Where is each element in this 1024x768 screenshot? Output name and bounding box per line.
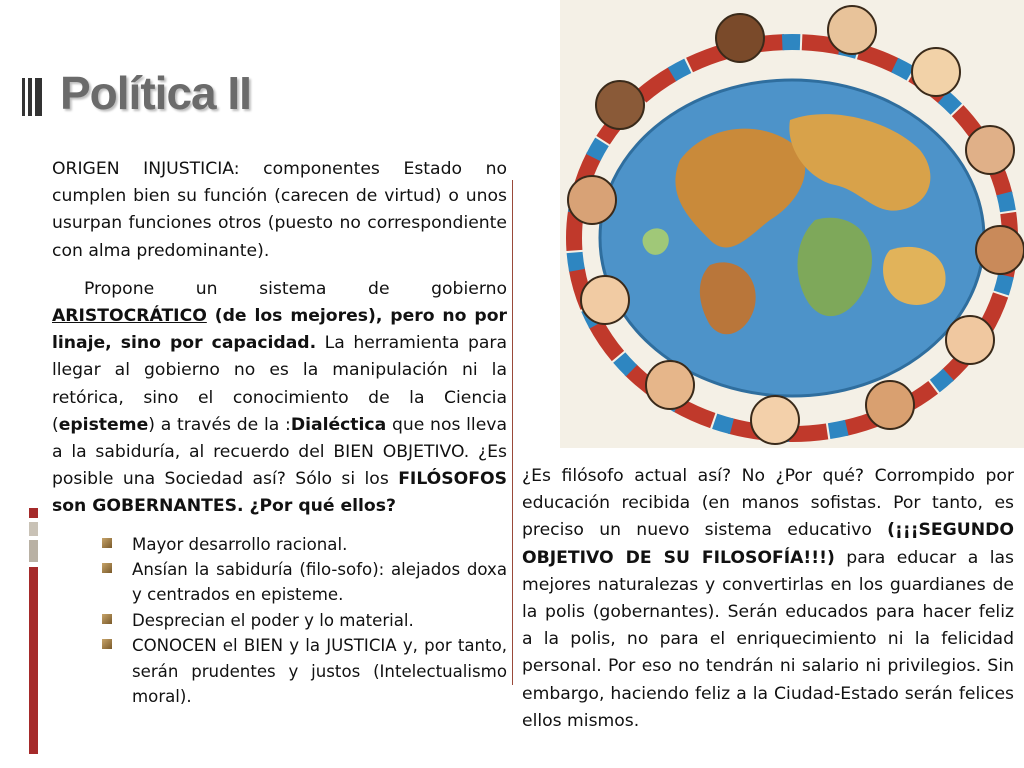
illustration-svg	[560, 0, 1024, 448]
bullet-icon	[102, 563, 112, 573]
bullet-icon	[102, 614, 112, 624]
list-item	[80, 532, 507, 557]
paragraph-origen-injusticia: ORIGEN INJUSTICIA: componentes Estado no cumplen bien su función (carecen de virtud) o unos usurpan funciones otros (puesto no correspondiente con alma predominante).	[52, 159, 507, 261]
text-segment: ) a través de la :	[148, 414, 291, 435]
list-item-text: Ansían la sabiduría (filo-sofo): alejados doxa y centrados en episteme.	[132, 560, 507, 605]
text-segment: La herramienta para llegar al gobierno no es la manipulación ni la retórica, sino el conocimiento de la Ciencia (	[52, 333, 507, 435]
bullet-icon	[102, 639, 112, 649]
left-accent-bar-3	[29, 540, 38, 562]
left-accent-bar-2	[29, 522, 38, 536]
title-decoration-bars	[22, 78, 46, 116]
list-item	[80, 633, 507, 709]
filosofos-gobernantes-text: FILÓSOFOS son GOBERNANTES. ¿Por qué ellos?	[52, 469, 507, 517]
text-segment: ¿Es filósofo actual así? No ¿Por qué? Corrompido por educación recibida (en manos sofistas. Por tanto, es preciso un nuevo sistema educativo	[522, 466, 1014, 541]
paragraph-propuesta	[52, 276, 507, 521]
list-item-text: CONOCEN el BIEN y la JUSTICIA y, por tanto, serán prudentes y justos (Intelectualismo moral).	[132, 636, 507, 707]
bold-segment: (de los mejores), pero no por linaje, sino por capacidad.	[52, 306, 507, 354]
list-item-text: Mayor desarrollo racional.	[132, 534, 348, 554]
left-accent-bar-long	[29, 567, 38, 754]
left-accent-bar-1	[29, 508, 38, 518]
reasons-list	[52, 532, 507, 710]
children-around-globe-illustration	[560, 0, 1024, 448]
list-item	[80, 557, 507, 608]
text-segment: para educar a las mejores naturalezas y convertirlas en los guardianes de la polis (gobernantes). Serán educados para hacer feliz a la polis, no para el enriquecimiento ni la felicidad personal. Por eso no tendrán ni salario ni privilegios. Sin embargo, haciendo feliz a la Ciudad-Estado serán felices ellos mismos.	[522, 547, 1014, 731]
aristocratico-term: ARISTOCRÁTICO	[52, 306, 207, 327]
dialectica-term: Dialéctica	[290, 414, 387, 435]
text-segment: Propone un sistema de gobierno	[84, 278, 507, 299]
list-item	[80, 608, 507, 633]
educacion-paragraph	[522, 463, 1014, 735]
text-segment: que nos lleva a la sabiduría, al recuerdo del BIEN OBJETIVO. ¿Es posible una Sociedad así? Sólo si los	[52, 414, 507, 490]
slide-title: Política II	[60, 67, 251, 119]
segundo-objetivo-text: (¡¡¡SEGUNDO OBJETIVO DE SU FILOSOFÍA!!!)	[522, 520, 1014, 568]
main-text-column	[52, 156, 507, 709]
list-item-text: Desprecian el poder y lo material.	[132, 610, 414, 630]
bullet-icon	[102, 538, 112, 548]
column-divider	[512, 180, 513, 685]
episteme-term: episteme	[58, 414, 149, 435]
